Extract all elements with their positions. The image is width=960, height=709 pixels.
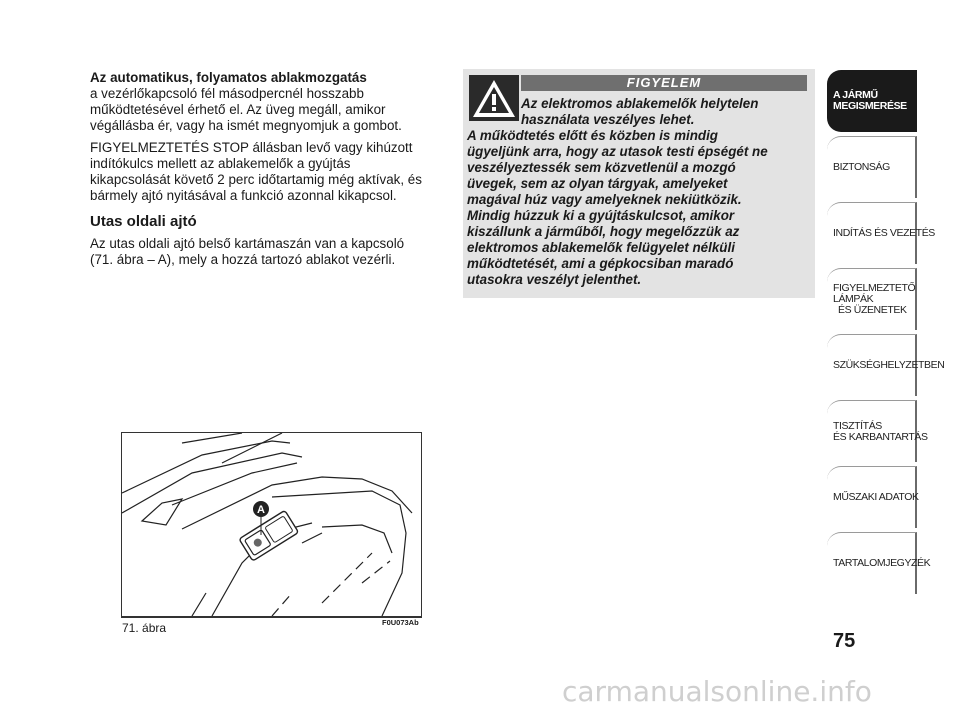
figure-rule (121, 617, 422, 618)
warning-line: utasokra veszélyt jelenthet. (467, 272, 642, 287)
tab-szukseghelyzetben[interactable] (827, 334, 945, 396)
warning-triangle-icon (469, 75, 519, 121)
tab-label: MEGISMERÉSE (833, 100, 907, 112)
left-column (90, 70, 446, 274)
tab-inditas-es-vezetes[interactable] (827, 202, 935, 264)
tab-a-jarmu-megismerese[interactable] (827, 70, 917, 132)
warning-line: használata veszélyes lehet. (521, 112, 695, 127)
warning-line: Mindig húzzuk ki a gyújtáskulcsot, amikor (467, 208, 735, 223)
warning-line: A működtetés előtt és közben is mindig (467, 128, 718, 143)
stop-note-paragraph (90, 140, 446, 204)
tab-biztonsag[interactable] (827, 136, 917, 198)
passenger-door-heading: Utas oldali ajtó (90, 213, 197, 230)
warning-line: kiszállunk a járműből, hogy megelőzzük az (467, 224, 740, 239)
tab-label: MŰSZAKI ADATOK (833, 491, 919, 503)
figure-caption: 71. ábra (122, 621, 167, 635)
figure-71-door-switch (121, 432, 422, 617)
warning-line: működtetését, ami a gépkocsiban maradó (467, 256, 734, 271)
warning-lead (521, 96, 811, 128)
warning-line: elektromos ablakemelők felügyelet nélküli (467, 240, 735, 255)
body-line: bármely ajtó nyitásával a funkció azonnal kikapcsol. (90, 188, 397, 203)
tab-label: SZÜKSÉGHELYZETBEN (833, 359, 945, 371)
warning-line: magával húz vagy amelyeknek nekiütközik. (467, 192, 742, 207)
tab-muszaki-adatok[interactable] (827, 466, 917, 528)
tab-label: LÁMPÁK (833, 293, 874, 305)
tab-label: TISZTÍTÁS (833, 419, 882, 432)
body-line: kikapcsolását követő 2 perc időtartamig még aktívak, és (90, 172, 422, 187)
tab-tartalomjegyzek[interactable] (827, 532, 931, 594)
body-line: (71. ábra – A), mely a hozzá tartozó ablakot vezérli. (90, 252, 396, 267)
tab-figyelmezteto-lampak[interactable] (827, 268, 917, 330)
tab-label: INDÍTÁS ÉS VEZETÉS (833, 227, 935, 239)
body-line: indítókulcs mellett az ablakemelők a gyújtás (90, 156, 351, 171)
page-number: 75 (833, 630, 856, 652)
chapter-sidebar (827, 70, 945, 598)
body-line: Az utas oldali ajtó belső kartámaszán van a kapcsoló (90, 236, 405, 251)
warning-line: Az elektromos ablakemelők helytelen (521, 96, 759, 111)
tab-label: ÉS KARBANTARTÁS (833, 430, 928, 443)
auto-window-section (90, 70, 446, 134)
warning-title: FIGYELEM (521, 75, 807, 91)
tab-tisztitas-es-karbantartas[interactable] (827, 400, 928, 462)
tab-label: TARTALOMJEGYZÉK (833, 557, 931, 569)
passenger-door-paragraph (90, 236, 446, 268)
tab-label: A JÁRMŰ (833, 89, 878, 101)
door-armrest-illustration (122, 433, 421, 616)
warning-line: veszélyeztessék sem közvetlenül a mozgó (467, 160, 736, 175)
section-heading: Az automatikus, folyamatos ablakmozgatás (90, 70, 367, 85)
body-line: FIGYELMEZTETÉS STOP állásban levő vagy kihúzott (90, 140, 413, 155)
body-line: végállásba ér, vagy ha ismét megnyomjuk a gombot. (90, 118, 402, 133)
body-line: a vezérlőkapcsoló fél másodpercnél hosszabb (90, 86, 364, 101)
warning-box (463, 69, 815, 298)
warning-body (467, 128, 811, 288)
callout-label-a: A (257, 504, 265, 516)
warning-line: ügyeljünk arra, hogy az utasok testi épségét ne (467, 144, 768, 159)
tab-label: ÉS ÜZENETEK (833, 304, 907, 316)
tab-label: BIZTONSÁG (833, 161, 890, 173)
body-line: működtetésével érhető el. Az üveg megáll, amikor (90, 102, 386, 117)
warning-line: üvegek, sem az olyan tárgyak, amelyeket (467, 176, 728, 191)
watermark: carmanualsonline.info (562, 675, 872, 708)
figure-code: F0U073Ab (382, 618, 419, 627)
tab-label: FIGYELMEZTETŐ (833, 282, 916, 294)
